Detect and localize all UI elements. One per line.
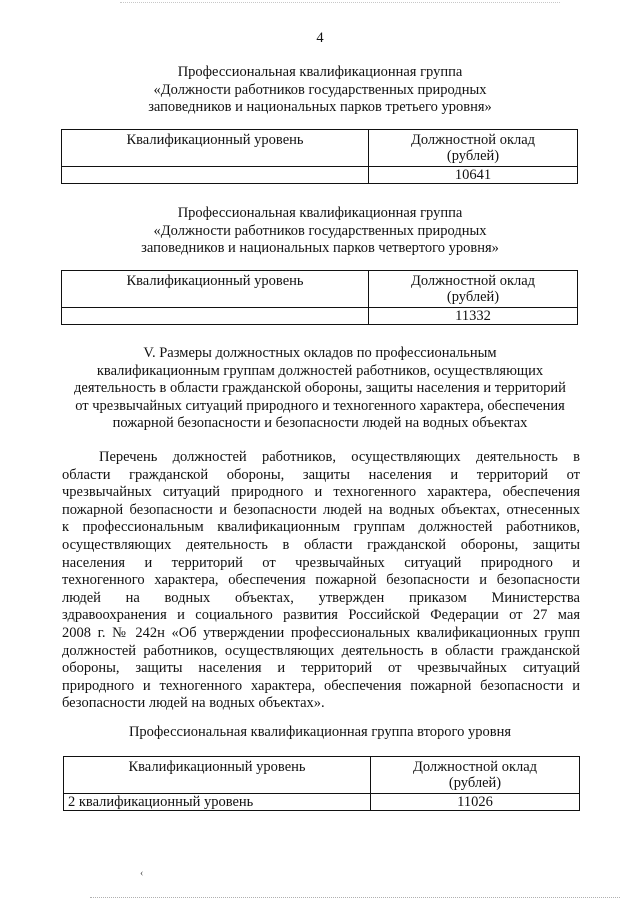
paragraph-line: техногенного характера, обеспечения пожарной безопасности и безопасности: [62, 572, 580, 589]
qualification-level-cell: [62, 308, 369, 325]
paragraph-line: природного и техногенного характера, обеспечения пожарной безопасности и: [62, 677, 580, 694]
group-title-line: Профессиональная квалификационная группа: [177, 64, 463, 80]
paragraph-line: должностей работников, осуществляющих деятельность в области гражданской: [62, 642, 580, 659]
paragraph-line: безопасности людей на водных объектах».: [62, 695, 325, 712]
group-title-line: Профессиональная квалификационная группа: [177, 205, 463, 221]
group-title-fourth-level: [60, 205, 580, 258]
header-salary-line: Должностной оклад: [410, 132, 536, 148]
qualification-level-cell: [62, 167, 369, 184]
page-number: 4: [316, 30, 324, 46]
paragraph-line: чрезвычайных ситуаций природного и техногенного характера, обеспечения: [62, 484, 580, 501]
table-row: [64, 794, 580, 811]
paragraph-line: здравоохранения и социального развития Российской Федерации от 27 мая: [62, 607, 580, 624]
group-title-line: заповедников и национальных парков четвертого уровня»: [141, 240, 499, 256]
section-title-line: V. Размеры должностных окладов по профессиональным: [143, 345, 497, 361]
paragraph-line: обороны, защиты населения и территорий от чрезвычайных ситуаций: [62, 660, 580, 677]
header-salary-line: (рублей): [446, 148, 500, 164]
header-salary: [369, 130, 578, 167]
group-title-line: заповедников и национальных парков третьего уровня»: [148, 99, 492, 115]
group-title-line: «Должности работников государственных природных: [153, 81, 487, 98]
section-title-line: пожарной безопасности и безопасности людей на водных объектах: [112, 415, 528, 431]
paragraph-line: Перечень должностей работников, осуществляющих деятельность в: [99, 449, 580, 465]
paragraph-line: к профессиональным квалификационным группам должностей работников,: [62, 519, 580, 536]
header-salary: [369, 271, 578, 308]
table-row: [62, 308, 578, 325]
header-qualification-level: Квалификационный уровень: [62, 271, 369, 308]
table-header-row: [64, 757, 580, 794]
table-header-row: [62, 130, 578, 167]
paragraph-line: пожарной безопасности и безопасности людей на водных объектах, отнесенных: [62, 501, 580, 518]
group-title-line: «Должности работников государственных природных: [153, 222, 487, 239]
header-salary-line: Должностной оклад: [410, 273, 536, 289]
paragraph-line: населения и территорий от чрезвычайных ситуаций природного и: [62, 554, 580, 571]
group-title-second-level: Профессиональная квалификационная группа второго уровня: [128, 724, 512, 740]
salary-table-third-level: [61, 129, 578, 184]
salary-value-cell: 11332: [369, 308, 578, 325]
section-title-line: квалификационным группам должностей работников, осуществляющих: [96, 362, 544, 379]
qualification-level-cell: 2 квалификационный уровень: [64, 794, 371, 811]
salary-table-second-level: [63, 756, 580, 811]
paragraph-line: людей на водных объектах, утвержден приказом Министерства: [62, 589, 580, 606]
header-salary: [371, 757, 580, 794]
paragraph-line: области гражданской обороны, защиты населения и территорий от: [62, 466, 580, 483]
header-salary-line: Должностной оклад: [412, 759, 538, 775]
section-title-line: от чрезвычайных ситуаций природного и техногенного характера, обеспечения: [75, 397, 565, 414]
header-qualification-level: Квалификационный уровень: [62, 130, 369, 167]
section-title-line: деятельность в области гражданской обороны, защиты населения и территорий: [74, 380, 566, 396]
body-paragraph: [62, 449, 580, 713]
scan-edge-bottom: [90, 897, 620, 898]
table-row: [62, 167, 578, 184]
salary-value-cell: 11026: [371, 794, 580, 811]
header-salary-line: (рублей): [446, 289, 500, 305]
salary-table-fourth-level: [61, 270, 578, 325]
salary-value-cell: 10641: [369, 167, 578, 184]
section-title: [30, 345, 610, 433]
header-salary-line: (рублей): [448, 775, 502, 791]
scan-edge-top: [120, 2, 560, 3]
paragraph-line: 2008 г. № 242н «Об утверждении профессиональных квалификационных групп: [62, 624, 580, 641]
header-qualification-level: Квалификационный уровень: [64, 757, 371, 794]
table-header-row: [62, 271, 578, 308]
paragraph-line: осуществляющих деятельность в области гражданской обороны, защиты: [62, 536, 580, 553]
footer-mark: ‹: [140, 868, 144, 879]
group-title-third-level: [60, 64, 580, 117]
